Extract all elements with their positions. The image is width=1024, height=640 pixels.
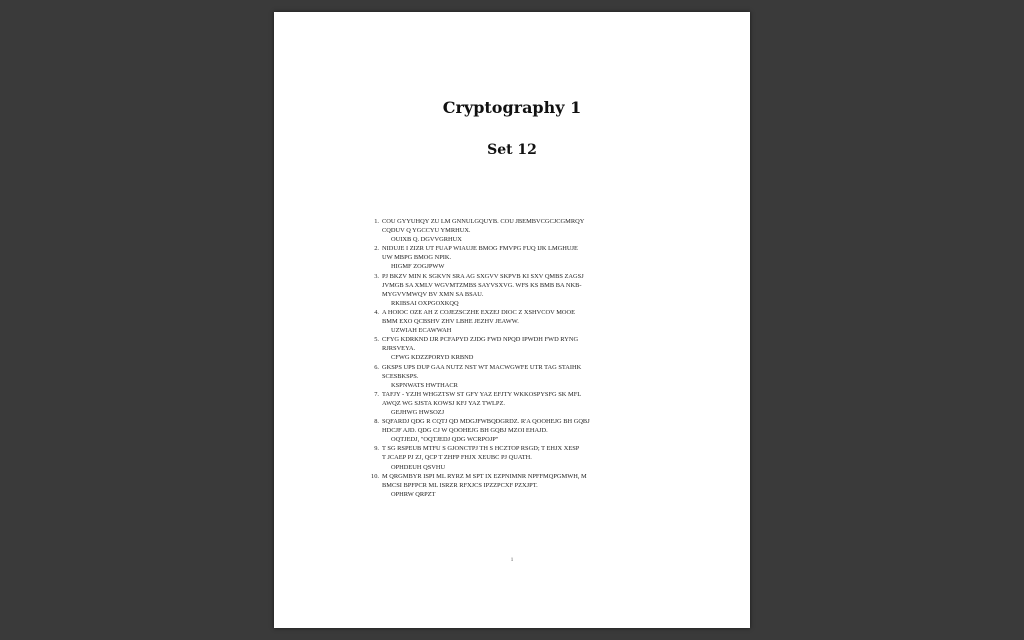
problem-number: 2. bbox=[374, 245, 379, 253]
problem-item bbox=[368, 217, 658, 244]
problem-item bbox=[368, 244, 658, 271]
problem-item bbox=[368, 308, 658, 335]
problem-ciphertext: PJ BKZV MIN K SGKVN SRA AG SXGVV SKPVB KI SXV QMBS ZAGSJ JVMGB SA XMLV WGVMTZMBS SAYVSXVG. WFS KS BMB BA NKB- MYGVVMWQV BV XMN SA BSAU. bbox=[382, 272, 584, 298]
problem-item bbox=[368, 472, 658, 499]
problem-item bbox=[368, 363, 658, 390]
problem-ciphertext: A HOIOC OZE AH Z COJEZSCZHE EXZEJ DIOC Z XSHVCOV MOOE BMM EXO QCBSHV ZHV LBHE JEZHV JEAWW. bbox=[382, 308, 576, 326]
document-page bbox=[274, 12, 750, 628]
problem-ciphertext: CFYG KDRKND IJR PCFAPYD ZJDG FWD NPQD IPWDH FWD RYNG RJRSVEYA. bbox=[382, 336, 579, 353]
problem-number: 4. bbox=[374, 308, 379, 316]
problem-list bbox=[368, 217, 658, 499]
problem-item bbox=[368, 272, 658, 308]
problem-number: 6. bbox=[374, 363, 379, 371]
problem-hint: CFWG KDZZPORYD KRBND bbox=[391, 354, 474, 362]
document-title: Cryptography 1 bbox=[442, 98, 582, 117]
problem-item bbox=[368, 417, 658, 444]
problem-number: 3. bbox=[374, 272, 379, 280]
problem-hint: RKIBSAI OXPGOXKQQ bbox=[391, 299, 459, 307]
problem-number: 8. bbox=[374, 418, 379, 426]
problem-number: 7. bbox=[374, 390, 379, 398]
problem-hint: OQTJEDJ, "OQTJEDJ QDG WCRPOJP" bbox=[391, 436, 499, 444]
problem-hint: KSPNWATS HWTHACR bbox=[391, 381, 458, 389]
problem-number: 10. bbox=[371, 472, 379, 480]
problem-ciphertext: COU GYYUHQY ZU LM GNNULGQUYB. COU JBEMBVCGCJCGMRQY CQDUV Q YGCCYU YMRHUX. bbox=[382, 218, 585, 235]
problem-hint: HIGMF ZOGJPWW bbox=[391, 263, 445, 271]
problem-hint: GEJHWG HWSOZJ bbox=[391, 408, 445, 416]
problem-item bbox=[368, 335, 658, 362]
problem-ciphertext: T SG RSPEUB MTFU S GJONCTPJ TH S HCZTOP RSGD; T EHJX XESP T JCAEP PJ ZJ, QCP T ZHFP FHJX XEUBC PJ QUATH. bbox=[382, 445, 580, 462]
problem-ciphertext: GKSPS UPS DUP GAA NUTZ NST WT MACWGWFE UTR TAG STAIHK SCESBKSPS. bbox=[382, 363, 582, 380]
problem-number: 1. bbox=[374, 218, 379, 225]
problem-item bbox=[368, 390, 658, 417]
problem-ciphertext: SQFARDJ QDG R CQTJ QD MDGJFWBQDGRDZ. R'A QOOHEJG BH GQBJ HDCJF AJD. QDG CJ W QOOHEJG BH GQBJ MZOI EHAJD. bbox=[382, 418, 590, 435]
page-number: 1 bbox=[510, 558, 514, 563]
problem-ciphertext: NIDUJE I ZIZR UT FUAP WIAUJE BMOG FMVPG FUQ IJK LMGHUJE UW MBPG BMOG NPIK. bbox=[382, 245, 578, 262]
problem-hint: OPHRW QRPZT bbox=[391, 490, 436, 498]
problem-hint: OUIXB Q. DGVVGRHUX bbox=[391, 236, 462, 244]
problem-hint: OPHDEUH QSVHU bbox=[391, 463, 446, 471]
problem-ciphertext: M QRGMBYR ISPI ML RYRZ M SPT IX EZPNIMNR NPFFMQPGMWH, M BMCSI BPFPCR ML ISRZR RFXJCS IPZZPCXF PZXJPT. bbox=[382, 472, 587, 489]
problem-ciphertext: TAFJY - YZJH WHGZTSW ST GFY YAZ EFJTY WKKOSPYSFG SK MFL AWQZ WG SJSTA KOWSJ KFJ YAZ TWLPZ. bbox=[382, 390, 582, 407]
document-subtitle: Set 12 bbox=[487, 142, 537, 158]
problem-number: 5. bbox=[374, 336, 379, 344]
problem-number: 9. bbox=[374, 445, 379, 453]
problem-item bbox=[368, 444, 658, 471]
problem-hint: UZWIAH ECAWWAH bbox=[391, 327, 452, 335]
